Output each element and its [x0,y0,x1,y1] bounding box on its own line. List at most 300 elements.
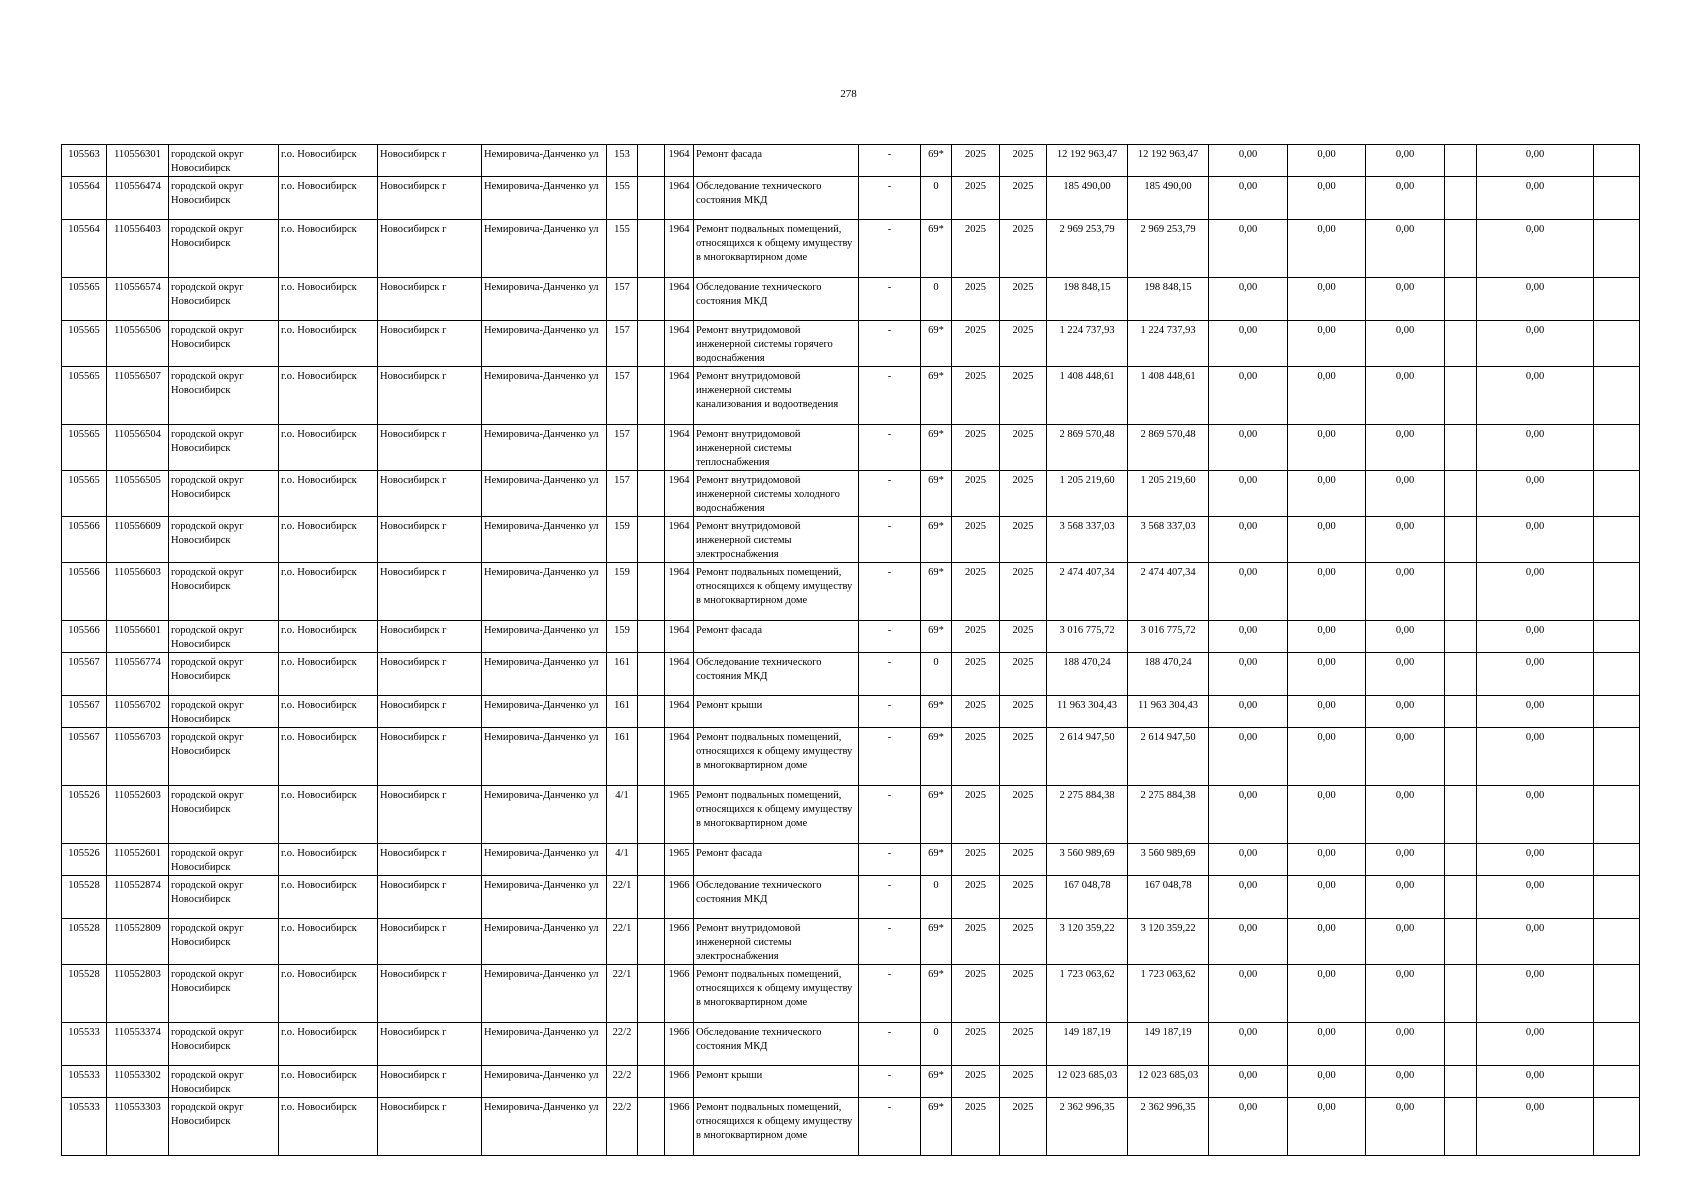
row-cost-total: 11 963 304,43 [1047,696,1128,728]
row-value-2: 0,00 [1288,728,1366,786]
row-city: Новосибирск г [378,517,482,563]
row-mark: - [859,278,921,321]
row-id: 105533 [62,1023,107,1066]
row-value-5: 0,00 [1477,517,1594,563]
row-mark: - [859,653,921,696]
row-year: 1964 [665,517,694,563]
table-body [62,145,1640,1156]
row-block [638,321,665,367]
row-value-6 [1594,425,1640,471]
row-mark: - [859,876,921,919]
row-district: г.о. Новосибирск [279,321,378,367]
row-value-1: 0,00 [1209,728,1288,786]
row-norm: 69* [921,517,952,563]
row-value-6 [1594,653,1640,696]
row-plan-start: 2025 [952,321,1000,367]
row-block [638,1066,665,1098]
row-municipality: городской округ Новосибирск [169,220,279,278]
row-work-type: Ремонт внутридомовой инженерной системы электроснабжения [694,919,859,965]
row-cost-total: 167 048,78 [1047,876,1128,919]
row-norm: 0 [921,653,952,696]
row-value-2: 0,00 [1288,367,1366,425]
table-row [62,563,1640,621]
row-street: Немировича-Данченко ул [482,786,607,844]
row-value-3: 0,00 [1366,696,1445,728]
row-block [638,177,665,220]
row-value-6 [1594,876,1640,919]
row-value-1: 0,00 [1209,1066,1288,1098]
row-plan-end: 2025 [1000,220,1047,278]
table-row [62,844,1640,876]
row-cost-fund: 12 192 963,47 [1128,145,1209,177]
row-value-3: 0,00 [1366,145,1445,177]
row-norm: 0 [921,876,952,919]
row-code: 110556505 [107,471,169,517]
row-cost-fund: 2 869 570,48 [1128,425,1209,471]
row-code: 110553303 [107,1098,169,1156]
row-plan-end: 2025 [1000,563,1047,621]
table-row [62,367,1640,425]
row-value-2: 0,00 [1288,621,1366,653]
row-street: Немировича-Данченко ул [482,517,607,563]
row-code: 110556702 [107,696,169,728]
row-block [638,696,665,728]
row-year: 1964 [665,425,694,471]
row-value-1: 0,00 [1209,367,1288,425]
row-mark: - [859,1098,921,1156]
row-street: Немировича-Данченко ул [482,1098,607,1156]
row-year: 1964 [665,563,694,621]
row-street: Немировича-Данченко ул [482,844,607,876]
row-code: 110552603 [107,786,169,844]
row-work-type: Ремонт подвальных помещений, относящихся к общему имуществу в многоквартирном доме [694,728,859,786]
row-street: Немировича-Данченко ул [482,177,607,220]
row-value-4 [1445,844,1477,876]
row-municipality: городской округ Новосибирск [169,919,279,965]
table-row [62,786,1640,844]
row-value-3: 0,00 [1366,1098,1445,1156]
row-house: 161 [607,653,638,696]
row-value-5: 0,00 [1477,563,1594,621]
row-plan-end: 2025 [1000,321,1047,367]
row-value-3: 0,00 [1366,1023,1445,1066]
row-plan-end: 2025 [1000,278,1047,321]
row-value-3: 0,00 [1366,278,1445,321]
row-value-4 [1445,321,1477,367]
row-district: г.о. Новосибирск [279,367,378,425]
row-work-type: Обследование технического состояния МКД [694,278,859,321]
row-norm: 69* [921,563,952,621]
table-row [62,177,1640,220]
row-norm: 69* [921,367,952,425]
row-plan-end: 2025 [1000,876,1047,919]
row-plan-end: 2025 [1000,844,1047,876]
row-year: 1966 [665,876,694,919]
row-year: 1964 [665,653,694,696]
row-district: г.о. Новосибирск [279,563,378,621]
row-cost-fund: 2 474 407,34 [1128,563,1209,621]
row-plan-end: 2025 [1000,145,1047,177]
row-house: 157 [607,367,638,425]
row-municipality: городской округ Новосибирск [169,876,279,919]
row-plan-end: 2025 [1000,517,1047,563]
row-norm: 0 [921,177,952,220]
row-house: 22/1 [607,919,638,965]
row-code: 110556507 [107,367,169,425]
row-mark: - [859,919,921,965]
row-value-5: 0,00 [1477,220,1594,278]
row-year: 1966 [665,1098,694,1156]
row-id: 105564 [62,177,107,220]
row-value-3: 0,00 [1366,220,1445,278]
row-city: Новосибирск г [378,471,482,517]
row-id: 105528 [62,919,107,965]
row-city: Новосибирск г [378,1066,482,1098]
row-cost-total: 3 016 775,72 [1047,621,1128,653]
row-cost-fund: 188 470,24 [1128,653,1209,696]
row-value-6 [1594,1066,1640,1098]
row-district: г.о. Новосибирск [279,728,378,786]
row-house: 22/2 [607,1066,638,1098]
table-row [62,321,1640,367]
row-plan-start: 2025 [952,621,1000,653]
row-plan-end: 2025 [1000,621,1047,653]
row-block [638,471,665,517]
row-street: Немировича-Данченко ул [482,919,607,965]
row-plan-start: 2025 [952,425,1000,471]
table-row [62,145,1640,177]
row-district: г.о. Новосибирск [279,696,378,728]
row-value-4 [1445,177,1477,220]
row-cost-fund: 2 362 996,35 [1128,1098,1209,1156]
row-value-1: 0,00 [1209,145,1288,177]
row-value-2: 0,00 [1288,696,1366,728]
row-value-4 [1445,145,1477,177]
row-value-4 [1445,728,1477,786]
row-city: Новосибирск г [378,844,482,876]
row-id: 105565 [62,278,107,321]
row-year: 1966 [665,1023,694,1066]
row-municipality: городской округ Новосибирск [169,786,279,844]
row-value-3: 0,00 [1366,876,1445,919]
row-street: Немировича-Данченко ул [482,1066,607,1098]
repair-program-table [61,144,1640,1156]
row-value-1: 0,00 [1209,965,1288,1023]
row-value-6 [1594,965,1640,1023]
row-cost-fund: 185 490,00 [1128,177,1209,220]
row-id: 105565 [62,321,107,367]
row-house: 22/1 [607,965,638,1023]
row-house: 22/1 [607,876,638,919]
row-house: 161 [607,728,638,786]
row-work-type: Ремонт фасада [694,145,859,177]
row-value-5: 0,00 [1477,1066,1594,1098]
row-street: Немировича-Данченко ул [482,621,607,653]
row-municipality: городской округ Новосибирск [169,517,279,563]
row-value-6 [1594,844,1640,876]
row-mark: - [859,471,921,517]
row-work-type: Обследование технического состояния МКД [694,177,859,220]
row-value-3: 0,00 [1366,786,1445,844]
row-cost-total: 149 187,19 [1047,1023,1128,1066]
row-id: 105567 [62,653,107,696]
row-norm: 0 [921,1023,952,1066]
row-value-1: 0,00 [1209,471,1288,517]
row-plan-start: 2025 [952,517,1000,563]
row-value-3: 0,00 [1366,471,1445,517]
row-house: 157 [607,471,638,517]
table-row [62,728,1640,786]
row-house: 159 [607,621,638,653]
row-code: 110556609 [107,517,169,563]
row-norm: 69* [921,1066,952,1098]
row-municipality: городской округ Новосибирск [169,145,279,177]
row-value-3: 0,00 [1366,1066,1445,1098]
row-plan-start: 2025 [952,844,1000,876]
row-value-1: 0,00 [1209,425,1288,471]
row-value-2: 0,00 [1288,563,1366,621]
row-district: г.о. Новосибирск [279,517,378,563]
row-municipality: городской округ Новосибирск [169,1066,279,1098]
row-value-1: 0,00 [1209,517,1288,563]
row-value-6 [1594,220,1640,278]
row-plan-end: 2025 [1000,177,1047,220]
row-city: Новосибирск г [378,220,482,278]
row-plan-start: 2025 [952,876,1000,919]
row-municipality: городской округ Новосибирск [169,1098,279,1156]
row-value-5: 0,00 [1477,367,1594,425]
row-cost-fund: 12 023 685,03 [1128,1066,1209,1098]
row-code: 110556601 [107,621,169,653]
row-street: Немировича-Данченко ул [482,145,607,177]
row-cost-fund: 2 614 947,50 [1128,728,1209,786]
row-city: Новосибирск г [378,177,482,220]
row-city: Новосибирск г [378,965,482,1023]
row-value-6 [1594,919,1640,965]
row-cost-total: 3 120 359,22 [1047,919,1128,965]
row-block [638,1023,665,1066]
row-district: г.о. Новосибирск [279,425,378,471]
row-cost-total: 198 848,15 [1047,278,1128,321]
row-house: 22/2 [607,1023,638,1066]
row-municipality: городской округ Новосибирск [169,621,279,653]
row-plan-start: 2025 [952,220,1000,278]
row-cost-fund: 2 969 253,79 [1128,220,1209,278]
row-cost-total: 2 474 407,34 [1047,563,1128,621]
row-value-1: 0,00 [1209,696,1288,728]
row-street: Немировича-Данченко ул [482,367,607,425]
row-house: 157 [607,278,638,321]
row-code: 110556301 [107,145,169,177]
row-code: 110556474 [107,177,169,220]
row-cost-total: 185 490,00 [1047,177,1128,220]
row-municipality: городской округ Новосибирск [169,367,279,425]
row-value-6 [1594,1098,1640,1156]
row-cost-total: 1 205 219,60 [1047,471,1128,517]
row-plan-end: 2025 [1000,965,1047,1023]
row-municipality: городской округ Новосибирск [169,471,279,517]
table-row [62,471,1640,517]
row-block [638,728,665,786]
row-value-2: 0,00 [1288,220,1366,278]
row-value-1: 0,00 [1209,177,1288,220]
row-value-2: 0,00 [1288,965,1366,1023]
row-district: г.о. Новосибирск [279,876,378,919]
row-work-type: Ремонт подвальных помещений, относящихся к общему имуществу в многоквартирном доме [694,220,859,278]
row-value-1: 0,00 [1209,220,1288,278]
row-value-5: 0,00 [1477,145,1594,177]
row-municipality: городской округ Новосибирск [169,1023,279,1066]
row-value-2: 0,00 [1288,471,1366,517]
row-city: Новосибирск г [378,425,482,471]
row-code: 110553374 [107,1023,169,1066]
row-year: 1965 [665,844,694,876]
row-value-3: 0,00 [1366,965,1445,1023]
row-cost-total: 2 275 884,38 [1047,786,1128,844]
row-year: 1964 [665,367,694,425]
row-work-type: Обследование технического состояния МКД [694,1023,859,1066]
row-district: г.о. Новосибирск [279,471,378,517]
row-value-6 [1594,471,1640,517]
row-value-6 [1594,367,1640,425]
row-block [638,145,665,177]
table-row [62,517,1640,563]
row-municipality: городской округ Новосибирск [169,177,279,220]
row-value-6 [1594,728,1640,786]
row-value-6 [1594,145,1640,177]
row-code: 110556504 [107,425,169,471]
row-value-1: 0,00 [1209,653,1288,696]
row-municipality: городской округ Новосибирск [169,696,279,728]
row-id: 105533 [62,1098,107,1156]
row-cost-fund: 167 048,78 [1128,876,1209,919]
row-id: 105565 [62,425,107,471]
row-value-4 [1445,517,1477,563]
row-cost-total: 12 192 963,47 [1047,145,1128,177]
row-plan-end: 2025 [1000,1066,1047,1098]
row-cost-total: 3 568 337,03 [1047,517,1128,563]
row-mark: - [859,563,921,621]
row-cost-fund: 3 560 989,69 [1128,844,1209,876]
row-value-4 [1445,563,1477,621]
row-block [638,786,665,844]
row-value-2: 0,00 [1288,876,1366,919]
row-city: Новосибирск г [378,278,482,321]
row-plan-end: 2025 [1000,919,1047,965]
row-year: 1966 [665,1066,694,1098]
row-value-4 [1445,965,1477,1023]
row-street: Немировича-Данченко ул [482,728,607,786]
row-id: 105526 [62,786,107,844]
row-plan-end: 2025 [1000,1023,1047,1066]
row-value-4 [1445,1066,1477,1098]
row-mark: - [859,786,921,844]
row-year: 1964 [665,177,694,220]
row-year: 1964 [665,696,694,728]
row-plan-start: 2025 [952,786,1000,844]
row-mark: - [859,1066,921,1098]
row-municipality: городской округ Новосибирск [169,563,279,621]
row-work-type: Ремонт внутридомовой инженерной системы теплоснабжения [694,425,859,471]
row-house: 155 [607,177,638,220]
row-municipality: городской округ Новосибирск [169,728,279,786]
row-value-2: 0,00 [1288,1023,1366,1066]
row-value-4 [1445,919,1477,965]
row-value-1: 0,00 [1209,1098,1288,1156]
row-value-3: 0,00 [1366,653,1445,696]
row-year: 1966 [665,919,694,965]
row-plan-end: 2025 [1000,425,1047,471]
row-street: Немировича-Данченко ул [482,278,607,321]
row-code: 110556703 [107,728,169,786]
row-district: г.о. Новосибирск [279,145,378,177]
table-row [62,919,1640,965]
row-work-type: Ремонт подвальных помещений, относящихся к общему имуществу в многоквартирном доме [694,1098,859,1156]
row-house: 153 [607,145,638,177]
table-row [62,1066,1640,1098]
row-city: Новосибирск г [378,1098,482,1156]
page-number: 278 [840,88,857,100]
row-cost-total: 1 408 448,61 [1047,367,1128,425]
table-row [62,621,1640,653]
row-mark: - [859,321,921,367]
row-work-type: Обследование технического состояния МКД [694,653,859,696]
row-norm: 69* [921,786,952,844]
row-district: г.о. Новосибирск [279,1098,378,1156]
row-work-type: Ремонт внутридомовой инженерной системы электроснабжения [694,517,859,563]
row-plan-start: 2025 [952,1066,1000,1098]
row-mark: - [859,517,921,563]
row-cost-fund: 3 016 775,72 [1128,621,1209,653]
row-cost-total: 12 023 685,03 [1047,1066,1128,1098]
row-cost-fund: 2 275 884,38 [1128,786,1209,844]
row-cost-total: 1 224 737,93 [1047,321,1128,367]
row-mark: - [859,177,921,220]
row-block [638,563,665,621]
row-block [638,278,665,321]
row-house: 157 [607,425,638,471]
row-plan-start: 2025 [952,563,1000,621]
row-mark: - [859,145,921,177]
row-street: Немировича-Данченко ул [482,425,607,471]
row-city: Новосибирск г [378,321,482,367]
row-block [638,919,665,965]
row-district: г.о. Новосибирск [279,919,378,965]
row-house: 155 [607,220,638,278]
row-value-5: 0,00 [1477,786,1594,844]
row-year: 1964 [665,278,694,321]
row-norm: 69* [921,844,952,876]
row-plan-start: 2025 [952,965,1000,1023]
row-year: 1964 [665,220,694,278]
row-value-5: 0,00 [1477,876,1594,919]
row-mark: - [859,844,921,876]
row-house: 157 [607,321,638,367]
row-value-4 [1445,653,1477,696]
row-city: Новосибирск г [378,1023,482,1066]
row-code: 110556603 [107,563,169,621]
row-norm: 69* [921,696,952,728]
row-block [638,425,665,471]
row-id: 105567 [62,696,107,728]
row-value-2: 0,00 [1288,653,1366,696]
row-id: 105565 [62,471,107,517]
row-municipality: городской округ Новосибирск [169,653,279,696]
row-district: г.о. Новосибирск [279,1066,378,1098]
row-value-2: 0,00 [1288,145,1366,177]
row-value-4 [1445,471,1477,517]
row-value-4 [1445,876,1477,919]
